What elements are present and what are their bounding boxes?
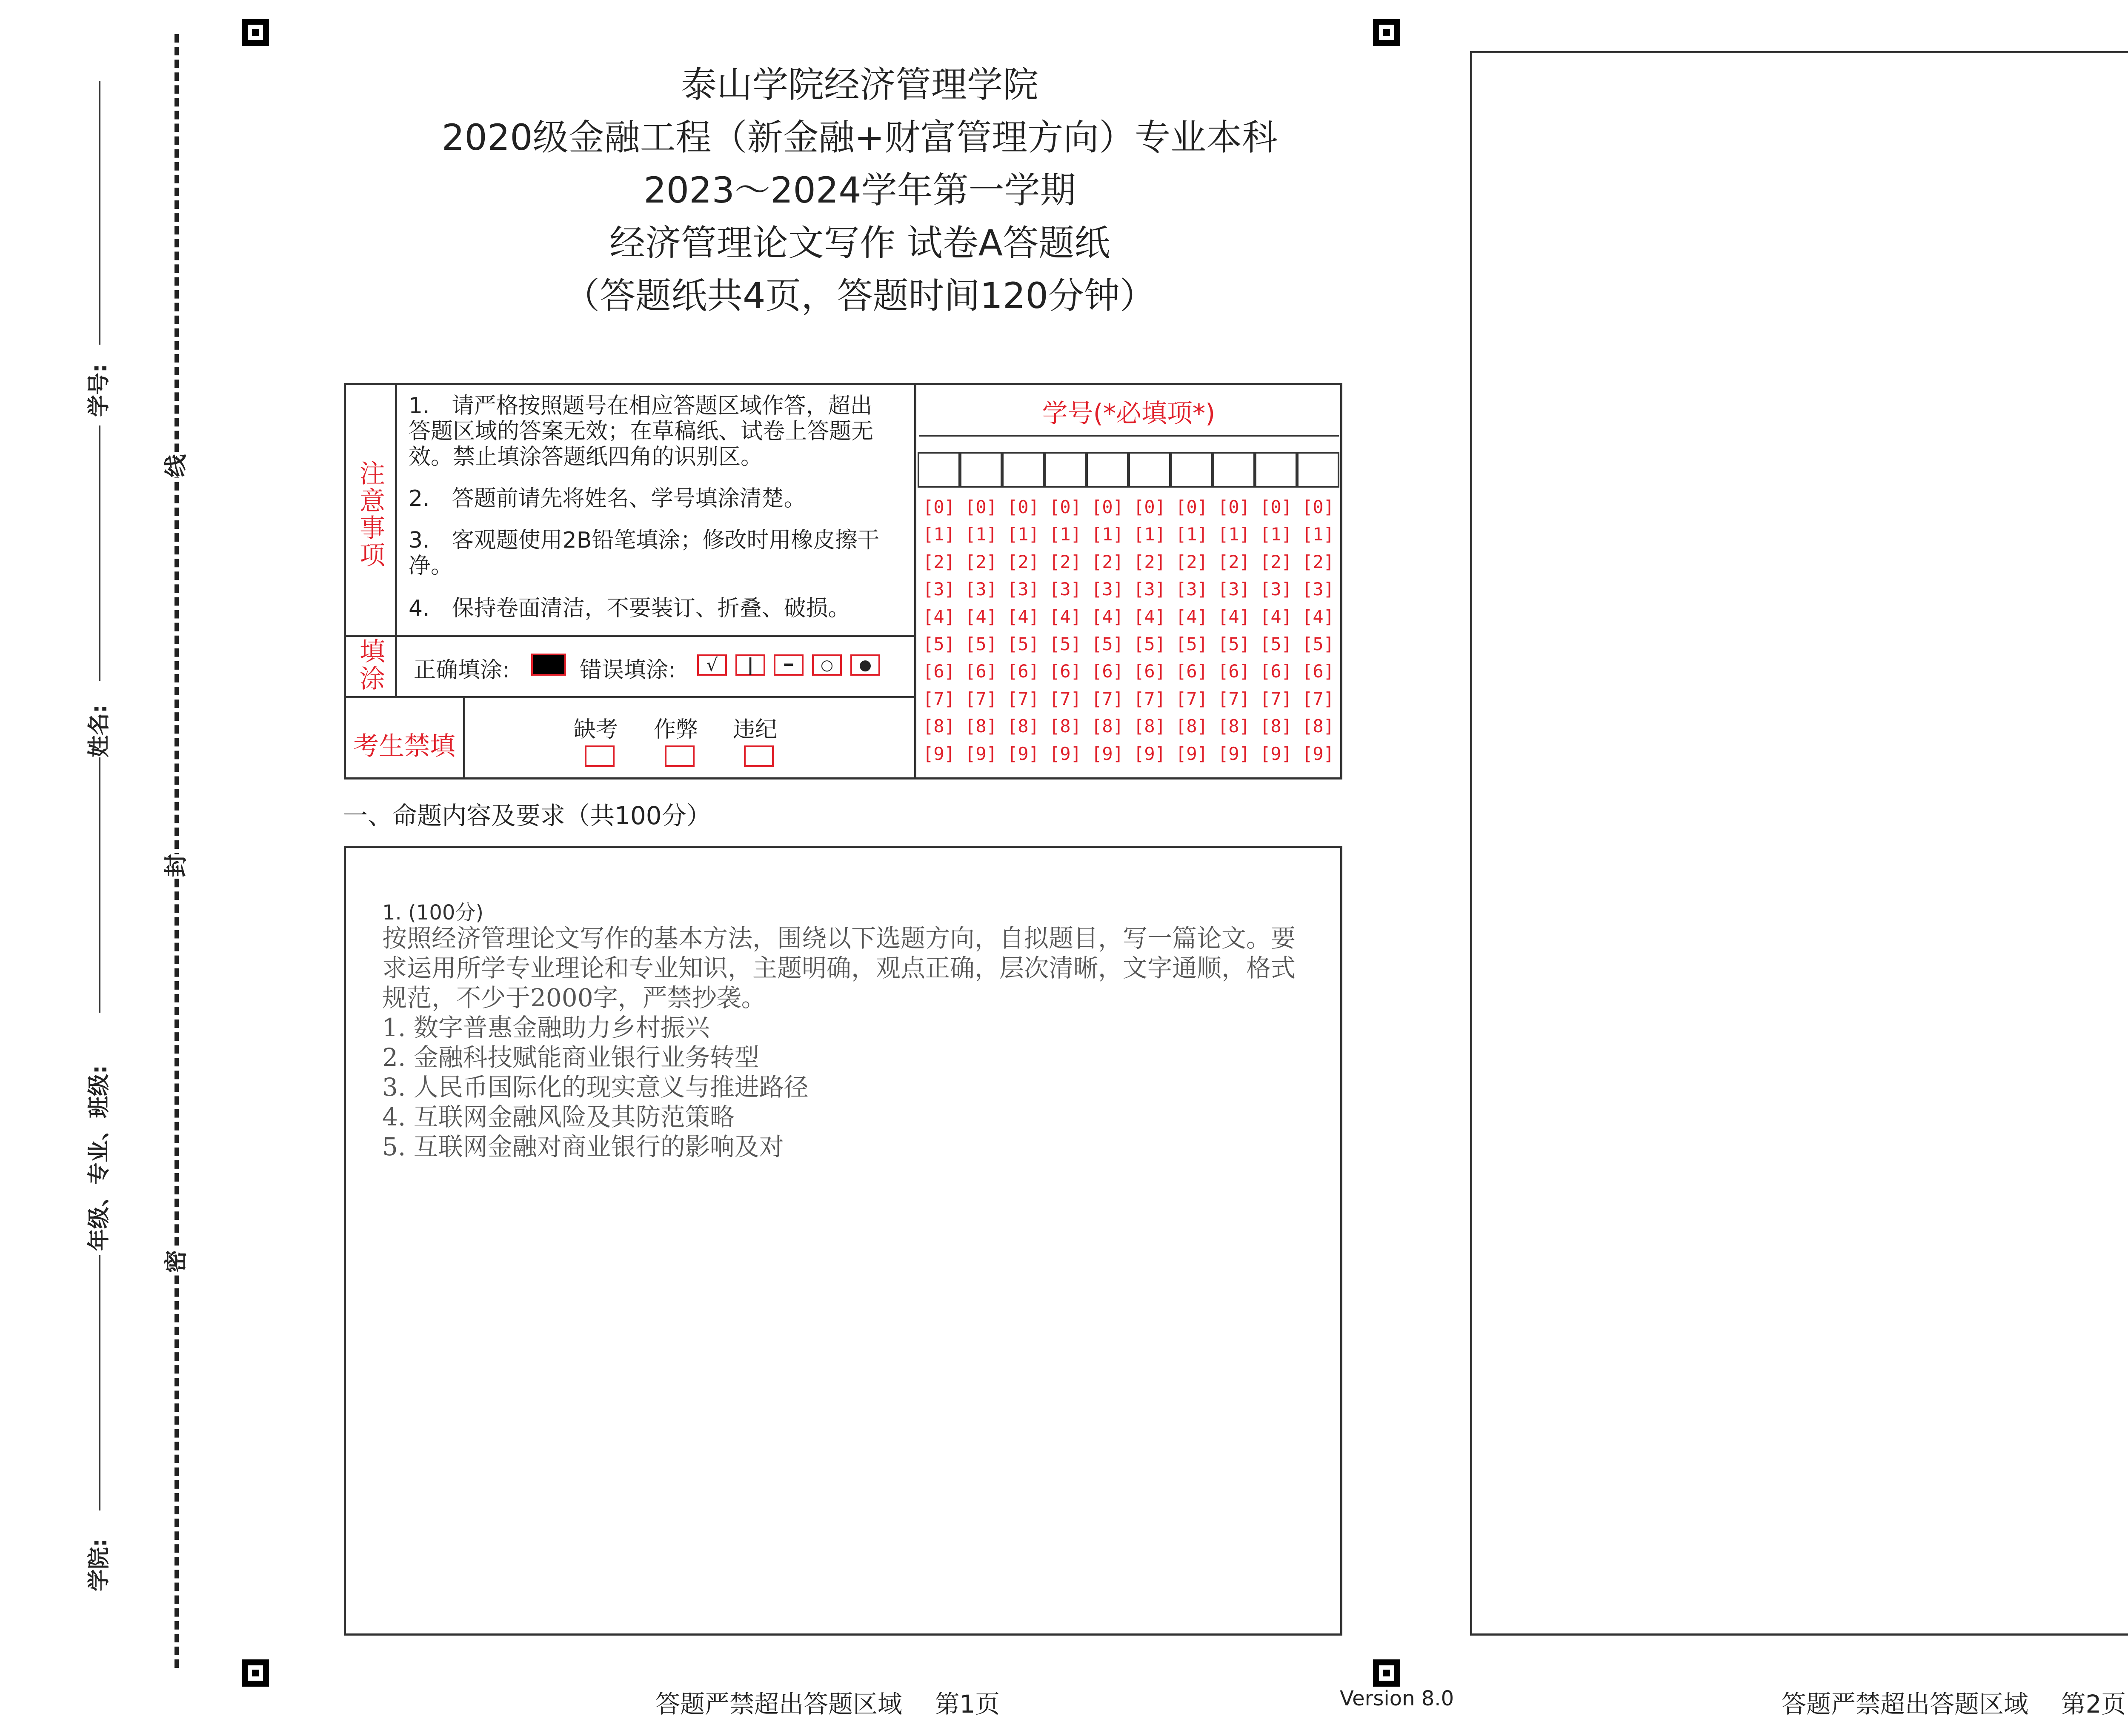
student-no-bubble[interactable]: [5] xyxy=(1260,634,1292,655)
student-no-bubble[interactable]: [4] xyxy=(1218,606,1250,627)
student-no-bubble[interactable]: [3] xyxy=(1007,579,1039,600)
wrong-mark-circle: ○ xyxy=(812,654,842,676)
student-no-bubble[interactable]: [5] xyxy=(965,634,997,655)
college-line xyxy=(99,1255,100,1510)
correct-fill-sample xyxy=(531,654,566,676)
name-label: 姓名: xyxy=(86,704,112,757)
restricted-label: 考生禁填 xyxy=(353,731,455,761)
notice-label-divider xyxy=(395,383,397,698)
student-no-write-cell[interactable] xyxy=(1255,452,1297,488)
student-no-bubble[interactable]: [1] xyxy=(1007,524,1039,545)
student-no-digit-column xyxy=(1086,494,1129,768)
student-no-bubble[interactable]: [3] xyxy=(923,579,955,600)
student-no-bubble[interactable]: [2] xyxy=(1302,551,1334,572)
student-no-bubble[interactable]: [7] xyxy=(1007,688,1039,709)
corner-marker-bottom-left xyxy=(242,1659,269,1687)
notice-item-1: 1. 请严格按照题号在相应答题区域作答，超出答题区域的答案无效；在草稿纸、试卷上答题无效。禁止填涂答题纸四角的识别区。 xyxy=(409,393,874,470)
student-no-bubble[interactable]: [8] xyxy=(1302,716,1334,737)
footer-page-2: 答题严禁超出答题区域 第2页 xyxy=(1782,1690,2126,1719)
student-no-bubble[interactable]: [5] xyxy=(1007,634,1039,655)
wrong-mark-dot: ● xyxy=(850,654,880,676)
student-no-write-cell[interactable] xyxy=(1086,452,1129,488)
option-cheating-label: 作弊 xyxy=(654,717,698,742)
fill-label-char: 填 xyxy=(360,637,385,667)
student-no-bubble[interactable]: [7] xyxy=(1260,688,1292,709)
fill-label-char: 涂 xyxy=(360,664,385,694)
student-no-bubble[interactable]: [8] xyxy=(1176,716,1208,737)
student-no-digit-column xyxy=(1297,494,1339,768)
student-no-bubble[interactable]: [4] xyxy=(923,606,955,627)
student-no-digit-column xyxy=(1002,494,1044,768)
student-no-bubble[interactable]: [1] xyxy=(1091,524,1124,545)
option-violation-label: 违纪 xyxy=(733,717,778,742)
student-no-bubble[interactable]: [8] xyxy=(965,716,997,737)
student-no-bubble[interactable]: [4] xyxy=(1176,606,1208,627)
student-no-bubble[interactable]: [0] xyxy=(1007,497,1039,517)
fill-bottom-rule xyxy=(344,696,915,698)
student-no-write-cell[interactable] xyxy=(1128,452,1171,488)
option-violation-checkbox[interactable] xyxy=(744,745,774,767)
student-no-bubble[interactable]: [6] xyxy=(1091,661,1124,682)
notice-item-4: 4. 保持卷面清洁，不要装订、折叠、破损。 xyxy=(409,596,850,621)
footer-version: Version 8.0 xyxy=(1340,1687,1454,1710)
student-no-digit-column xyxy=(1128,494,1171,768)
student-no-bubble[interactable]: [7] xyxy=(1091,688,1124,709)
student-no-digit-column xyxy=(960,494,1002,768)
student-no-bubble[interactable]: [1] xyxy=(965,524,997,545)
student-no-bubble[interactable]: [6] xyxy=(923,661,955,682)
notice-label-char: 注 xyxy=(360,459,385,489)
student-no-bubble[interactable]: [6] xyxy=(1302,661,1334,682)
student-no-bubble[interactable]: [5] xyxy=(1176,634,1208,655)
binding-dashed-line xyxy=(174,34,179,1668)
student-no-bubble[interactable]: [7] xyxy=(923,688,955,709)
notice-bottom-rule xyxy=(344,635,915,637)
student-no-bubble[interactable]: [3] xyxy=(1049,579,1081,600)
topic-item: 4. 互联网金融风险及其防范策略 xyxy=(382,1102,735,1131)
notice-item-2: 2. 答题前请先将姓名、学号填涂清楚。 xyxy=(409,486,806,511)
student-no-bubble[interactable]: [9] xyxy=(1091,743,1124,764)
topic-item: 3. 人民币国际化的现实意义与推进路径 xyxy=(382,1073,809,1102)
student-no-bubble[interactable]: [0] xyxy=(1260,497,1292,517)
student-no-bubble[interactable]: [1] xyxy=(1133,524,1166,545)
topic-item: 5. 互联网金融对商业银行的影响及对 xyxy=(382,1132,784,1161)
student-no-bubble[interactable]: [3] xyxy=(1176,579,1208,600)
student-no-line xyxy=(99,81,100,345)
student-no-bubble[interactable]: [8] xyxy=(1218,716,1250,737)
student-no-bubble[interactable]: [3] xyxy=(1218,579,1250,600)
student-no-label: 学号: xyxy=(86,364,112,417)
student-no-bubble[interactable]: [2] xyxy=(1091,551,1124,572)
student-no-bubble[interactable]: [3] xyxy=(1260,579,1292,600)
student-no-bubble[interactable]: [7] xyxy=(1218,688,1250,709)
grade-label: 年级、专业、班级: xyxy=(86,1065,112,1251)
student-no-bubble[interactable]: [2] xyxy=(1049,551,1081,572)
student-no-bubble[interactable]: [9] xyxy=(1302,743,1334,764)
restricted-divider xyxy=(463,696,465,779)
wrong-mark-vertical: | xyxy=(735,654,765,676)
student-no-bubble[interactable]: [5] xyxy=(923,634,955,655)
student-no-digit-column xyxy=(1170,494,1213,768)
student-no-write-cell[interactable] xyxy=(1170,452,1213,488)
corner-marker-bottom-middle xyxy=(1373,1659,1400,1687)
student-no-bubble[interactable]: [4] xyxy=(1260,606,1292,627)
student-no-bubble[interactable]: [0] xyxy=(1133,497,1166,517)
header-line-1: 泰山学院经济管理学院 xyxy=(681,64,1038,106)
student-no-bubble[interactable]: [2] xyxy=(1260,551,1292,572)
student-no-bubble[interactable]: [6] xyxy=(1049,661,1081,682)
student-no-bubble[interactable]: [9] xyxy=(1176,743,1208,764)
student-no-bubble[interactable]: [1] xyxy=(1218,524,1250,545)
header-line-4: 经济管理论文写作 试卷A答题纸 xyxy=(609,222,1110,264)
student-no-bubble[interactable]: [6] xyxy=(1133,661,1166,682)
student-no-write-cell[interactable] xyxy=(1044,452,1087,488)
student-no-title: 学号(*必填项*) xyxy=(1042,399,1216,428)
student-no-title-rule xyxy=(919,435,1339,437)
student-no-write-cell[interactable] xyxy=(1297,452,1339,488)
student-no-bubble[interactable]: [4] xyxy=(1091,606,1124,627)
correct-fill-label: 正确填涂: xyxy=(414,657,510,683)
notice-item-3: 3. 客观题使用2B铅笔填涂；修改时用橡皮擦干净。 xyxy=(409,528,880,579)
student-no-bubble[interactable]: [2] xyxy=(1133,551,1166,572)
option-absent-checkbox[interactable] xyxy=(585,745,615,767)
student-no-bubble[interactable]: [8] xyxy=(1133,716,1166,737)
student-no-bubble[interactable]: [3] xyxy=(1133,579,1166,600)
seal-word-mi: 密 xyxy=(155,1250,193,1273)
student-no-bubble[interactable]: [9] xyxy=(1007,743,1039,764)
student-no-bubble[interactable]: [3] xyxy=(965,579,997,600)
student-no-digit-column xyxy=(918,494,960,768)
student-no-bubble[interactable]: [4] xyxy=(1302,606,1334,627)
student-no-bubble[interactable]: [9] xyxy=(1218,743,1250,764)
student-no-bubble[interactable]: [9] xyxy=(1260,743,1292,764)
student-no-digit-column xyxy=(1044,494,1087,768)
student-no-bubble[interactable]: [2] xyxy=(965,551,997,572)
student-no-bubble[interactable]: [0] xyxy=(1176,497,1208,517)
notice-label-char: 意 xyxy=(360,486,385,516)
student-no-bubble[interactable]: [0] xyxy=(965,497,997,517)
header-line-3: 2023～2024学年第一学期 xyxy=(644,169,1076,211)
question-intro: 按照经济管理论文写作的基本方法，围绕以下选题方向，自拟题目，写一篇论文。要求运用所学专业理论和专业知识，主题明确，观点正确，层次清晰，文字通顺，格式规范，不少于2000字，严禁抄袭。 xyxy=(382,924,1296,1012)
student-no-bubble[interactable]: [4] xyxy=(1049,606,1081,627)
student-no-bubble[interactable]: [5] xyxy=(1091,634,1124,655)
topic-item: 2. 金融科技赋能商业银行业务转型 xyxy=(382,1043,759,1072)
option-absent-label: 缺考 xyxy=(574,717,618,742)
wrong-mark-horizontal: ━ xyxy=(774,654,804,676)
student-no-bubble[interactable]: [7] xyxy=(1049,688,1081,709)
topic-item: 1. 数字普惠金融助力乡村振兴 xyxy=(382,1013,710,1042)
student-no-digit-column xyxy=(1213,494,1255,768)
notice-label-char: 项 xyxy=(360,541,385,571)
wrong-fill-label: 错误填涂: xyxy=(580,657,676,683)
name-line xyxy=(99,425,100,681)
footer-page-1: 答题严禁超出答题区域 第1页 xyxy=(655,1690,1000,1719)
student-no-bubble[interactable]: [6] xyxy=(1260,661,1292,682)
student-no-bubble[interactable]: [7] xyxy=(1176,688,1208,709)
student-no-bubble[interactable]: [7] xyxy=(965,688,997,709)
student-no-bubble[interactable]: [7] xyxy=(1302,688,1334,709)
notice-label-char: 事 xyxy=(360,514,385,543)
student-no-bubble[interactable]: [8] xyxy=(1049,716,1081,737)
student-no-bubble[interactable]: [1] xyxy=(923,524,955,545)
student-no-bubble[interactable]: [8] xyxy=(1260,716,1292,737)
student-no-write-cell[interactable] xyxy=(1213,452,1255,488)
student-no-bubble[interactable]: [1] xyxy=(1260,524,1292,545)
student-no-write-cell[interactable] xyxy=(918,452,960,488)
student-no-bubble[interactable]: [8] xyxy=(1007,716,1039,737)
student-no-bubble[interactable]: [5] xyxy=(1218,634,1250,655)
student-no-bubble[interactable]: [6] xyxy=(1176,661,1208,682)
student-no-bubble[interactable]: [0] xyxy=(1218,497,1250,517)
student-no-bubble[interactable]: [4] xyxy=(1133,606,1166,627)
seal-word-feng: 封 xyxy=(155,854,193,877)
student-no-bubble[interactable]: [0] xyxy=(1049,497,1081,517)
question-number: 1. (100分) xyxy=(382,901,484,925)
header-line-2: 2020级金融工程（新金融+财富管理方向）专业本科 xyxy=(441,117,1278,158)
student-no-bubble[interactable]: [5] xyxy=(1049,634,1081,655)
student-no-bubble[interactable]: [7] xyxy=(1133,688,1166,709)
college-label: 学院: xyxy=(86,1538,112,1591)
student-no-bubble[interactable]: [0] xyxy=(1302,497,1334,517)
student-no-bubble[interactable]: [9] xyxy=(965,743,997,764)
student-no-write-cell[interactable] xyxy=(960,452,1002,488)
student-no-write-cell[interactable] xyxy=(1002,452,1044,488)
student-no-bubble[interactable]: [6] xyxy=(965,661,997,682)
student-no-bubble[interactable]: [1] xyxy=(1176,524,1208,545)
seal-word-xian: 线 xyxy=(155,454,193,477)
student-no-bubble[interactable]: [3] xyxy=(1302,579,1334,600)
student-no-bubble[interactable]: [9] xyxy=(1133,743,1166,764)
student-no-bubble[interactable]: [1] xyxy=(1049,524,1081,545)
student-no-bubble[interactable]: [5] xyxy=(1133,634,1166,655)
student-no-bubble[interactable]: [2] xyxy=(1007,551,1039,572)
student-no-bubble[interactable]: [5] xyxy=(1302,634,1334,655)
question-body xyxy=(382,923,1310,1162)
student-no-bubble[interactable]: [8] xyxy=(1091,716,1124,737)
student-no-bubble[interactable]: [3] xyxy=(1091,579,1124,600)
student-no-bubble[interactable]: [4] xyxy=(965,606,997,627)
student-no-bubble[interactable]: [1] xyxy=(1302,524,1334,545)
corner-marker-top-left xyxy=(242,19,269,46)
student-no-bubble[interactable]: [4] xyxy=(1007,606,1039,627)
student-no-bubble[interactable]: [9] xyxy=(923,743,955,764)
wrong-mark-check: √ xyxy=(697,654,727,676)
student-no-bubble[interactable]: [8] xyxy=(923,716,955,737)
header-line-5: （答题纸共4页，答题时间120分钟） xyxy=(564,275,1156,317)
student-no-bubble[interactable]: [2] xyxy=(1176,551,1208,572)
student-no-bubble[interactable]: [0] xyxy=(1091,497,1124,517)
student-no-bubble[interactable]: [2] xyxy=(923,551,955,572)
corner-marker-top-middle xyxy=(1373,19,1400,46)
section-title: 一、命题内容及要求（共100分） xyxy=(343,801,711,830)
student-no-bubble[interactable]: [6] xyxy=(1007,661,1039,682)
grade-line xyxy=(99,757,100,1013)
student-no-bubble[interactable]: [0] xyxy=(923,497,955,517)
student-no-digit-column xyxy=(1255,494,1297,768)
answer-area-page-2[interactable] xyxy=(1470,51,2128,1636)
student-no-bubble[interactable]: [2] xyxy=(1218,551,1250,572)
student-no-bubble[interactable]: [6] xyxy=(1218,661,1250,682)
option-cheating-checkbox[interactable] xyxy=(665,745,695,767)
info-box-divider xyxy=(914,383,916,779)
student-no-bubble[interactable]: [9] xyxy=(1049,743,1081,764)
